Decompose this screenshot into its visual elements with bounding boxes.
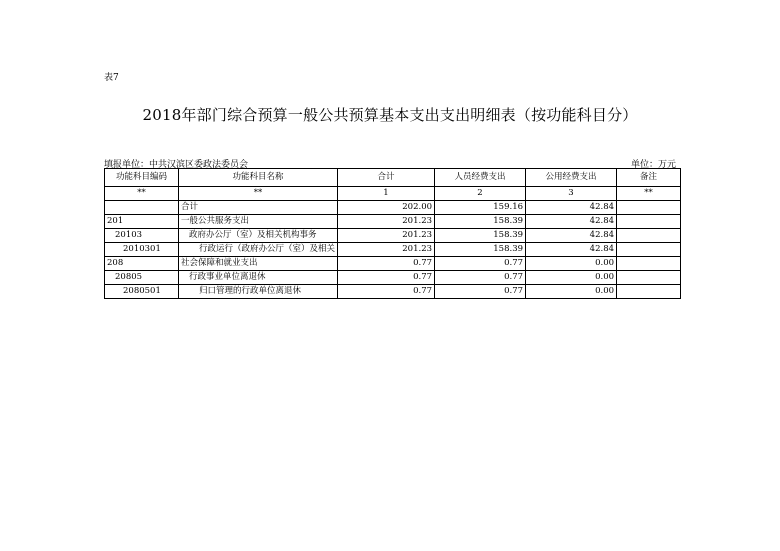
personnel-cell: 0.77: [435, 285, 526, 299]
personnel-cell: 0.77: [435, 257, 526, 271]
header-personnel: 人员经费支出: [435, 169, 526, 187]
note-cell: [617, 229, 681, 243]
code-cell: 208: [105, 257, 179, 271]
public-cell: 42.84: [526, 215, 617, 229]
expenditure-table: [104, 168, 681, 299]
personnel-cell: 159.16: [435, 201, 526, 215]
total-cell: 201.23: [338, 243, 435, 257]
currency-unit: 单位：万元: [630, 160, 676, 170]
personnel-cell: 158.39: [435, 215, 526, 229]
note-cell: [617, 215, 681, 229]
table-row: [105, 201, 681, 215]
personnel-cell: 0.77: [435, 271, 526, 285]
name-cell: 行政事业单位离退休: [179, 271, 338, 285]
note-cell: [617, 243, 681, 257]
table-row: [105, 215, 681, 229]
index-cell: **: [105, 187, 179, 201]
table-number: 表7: [104, 73, 119, 83]
index-cell: **: [179, 187, 338, 201]
public-cell: 0.00: [526, 271, 617, 285]
header-public: 公用经费支出: [526, 169, 617, 187]
total-cell: 201.23: [338, 229, 435, 243]
index-cell: **: [617, 187, 681, 201]
note-cell: [617, 285, 681, 299]
total-cell: 0.77: [338, 285, 435, 299]
public-cell: 0.00: [526, 285, 617, 299]
code-cell: [105, 201, 179, 215]
header-total: 合计: [338, 169, 435, 187]
table-row: [105, 229, 681, 243]
table-row: [105, 257, 681, 271]
code-cell: 2080501: [105, 285, 179, 299]
total-cell: 202.00: [338, 201, 435, 215]
public-cell: 42.84: [526, 201, 617, 215]
index-cell: 2: [435, 187, 526, 201]
code-cell: 2010301: [105, 243, 179, 257]
note-cell: [617, 201, 681, 215]
name-cell: 归口管理的行政单位离退休: [179, 285, 338, 299]
index-cell: 3: [526, 187, 617, 201]
table-row: [105, 271, 681, 285]
page-title: 2018年部门综合预算一般公共预算基本支出支出明细表（按功能科目分）: [142, 106, 638, 124]
header-note: 备注: [617, 169, 681, 187]
index-cell: 1: [338, 187, 435, 201]
name-cell: 一般公共服务支出: [179, 215, 338, 229]
table-row: [105, 285, 681, 299]
name-cell: 行政运行（政府办公厅（室）及相关: [179, 243, 338, 257]
name-cell: 社会保障和就业支出: [179, 257, 338, 271]
header-code: 功能科目编码: [105, 169, 179, 187]
total-cell: 201.23: [338, 215, 435, 229]
note-cell: [617, 271, 681, 285]
code-cell: 201: [105, 215, 179, 229]
name-cell: 合计: [179, 201, 338, 215]
personnel-cell: 158.39: [435, 229, 526, 243]
total-cell: 0.77: [338, 257, 435, 271]
code-cell: 20805: [105, 271, 179, 285]
index-row: [105, 187, 681, 201]
code-cell: 20103: [105, 229, 179, 243]
table-row: [105, 243, 681, 257]
reporting-unit: 填报单位：中共汉滨区委政法委员会: [104, 160, 249, 170]
public-cell: 42.84: [526, 229, 617, 243]
public-cell: 0.00: [526, 257, 617, 271]
header-row: [105, 169, 681, 187]
note-cell: [617, 257, 681, 271]
name-cell: 政府办公厅（室）及相关机构事务: [179, 229, 338, 243]
public-cell: 42.84: [526, 243, 617, 257]
personnel-cell: 158.39: [435, 243, 526, 257]
header-name: 功能科目名称: [179, 169, 338, 187]
total-cell: 0.77: [338, 271, 435, 285]
